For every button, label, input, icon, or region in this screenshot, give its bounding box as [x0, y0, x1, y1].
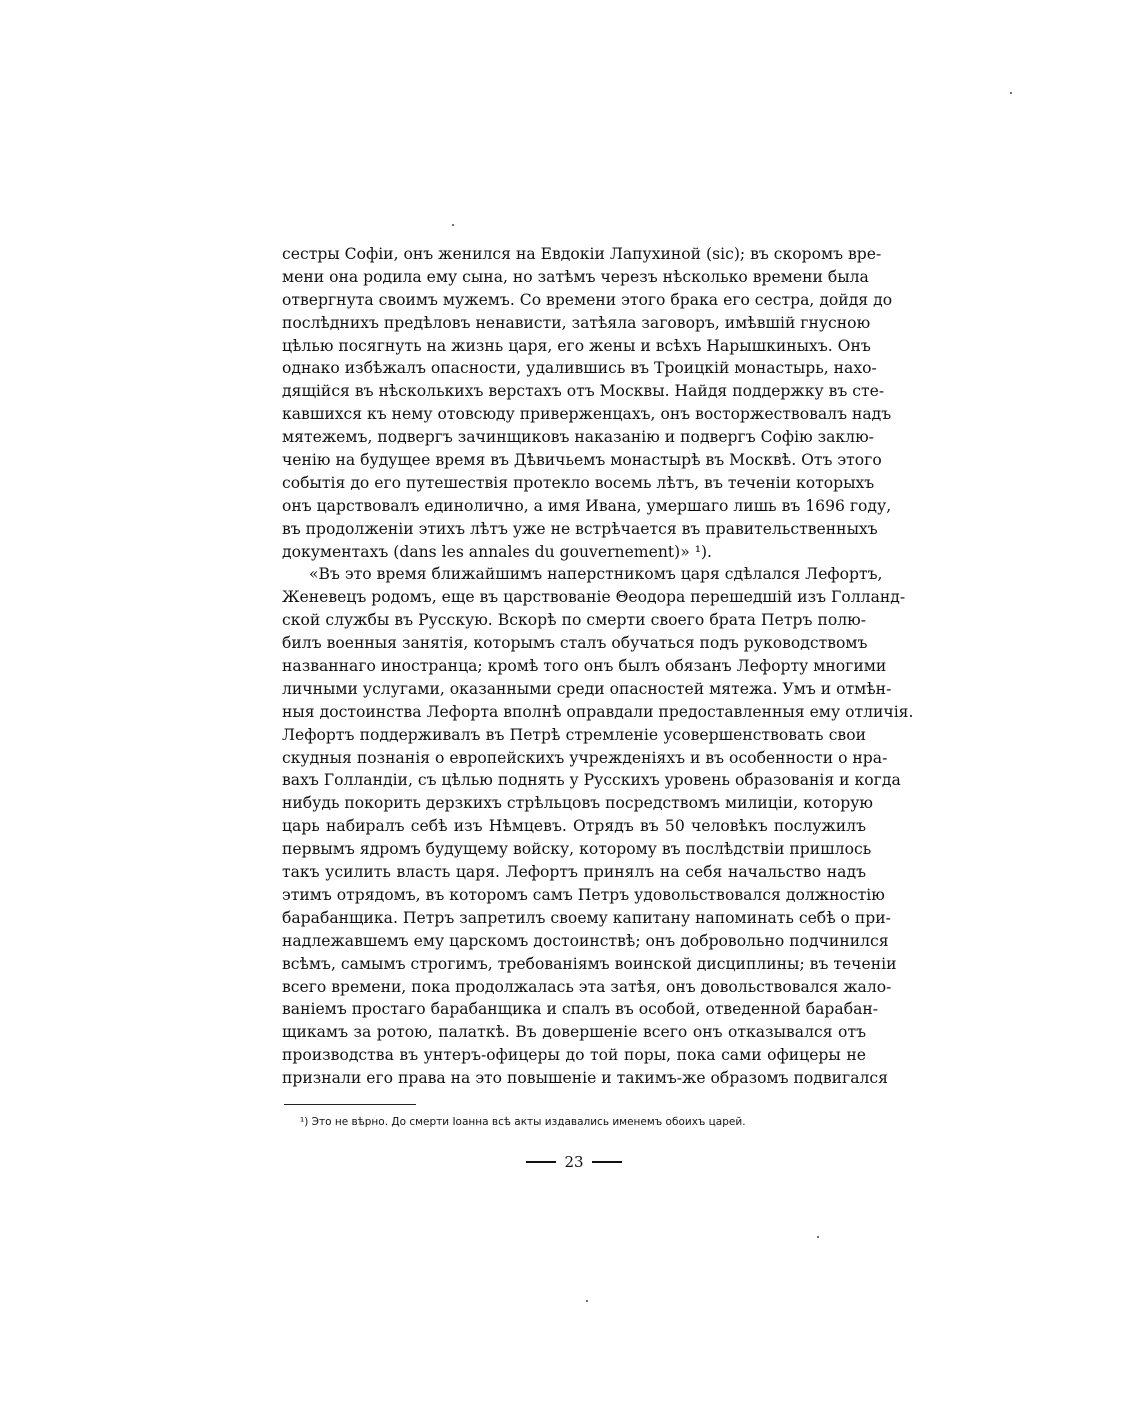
- text-line: событія до его путешествія протекло восемь лѣтъ, въ теченіи которыхъ: [282, 473, 875, 492]
- text-line: надлежавшемъ ему царскомъ достоинствѣ; онъ добровольно подчинился: [282, 931, 889, 950]
- text-line: билъ военныя занятія, которымъ сталъ обучаться подъ руководствомъ: [282, 634, 868, 653]
- text-line: дящійся въ нѣсколькихъ верстахъ отъ Москвы. Найдя поддержку въ сте-: [282, 382, 885, 401]
- text-line: царь набиралъ себѣ изъ Нѣмцевъ. Отрядъ въ 50 человѣкъ послужилъ: [282, 817, 866, 836]
- text-line: этимъ отрядомъ, въ которомъ самъ Петръ удовольствовался должностію: [282, 885, 885, 904]
- text-line: «Въ это время ближайшимъ наперстникомъ царя сдѣлался Лефортъ,: [309, 565, 883, 584]
- text-line: Женевецъ родомъ, еще въ царствованіе Θеодора перешедшій изъ Голланд-: [282, 588, 906, 607]
- text-line: въ продолженіи этихъ лѣтъ уже не встрѣчается въ правительственныхъ: [282, 519, 878, 538]
- text-line: отвергнута своимъ мужемъ. Со времени этого брака его сестра, дойдя до: [282, 290, 893, 309]
- text-line: всѣмъ, самымъ строгимъ, требованіямъ воинской дисциплины; въ теченіи: [282, 954, 897, 973]
- text-line: первымъ ядромъ будущему войску, которому въ послѣдствіи пришлось: [282, 840, 872, 859]
- main-text: [282, 243, 914, 1090]
- text-line: цѣлью посягнуть на жизнь царя, его жены и всѣхъ Нарышкиныхъ. Онъ: [282, 336, 871, 355]
- footnote: ¹) Это не вѣрно. До смерти Іоанна всѣ акты издавались именемъ обоихъ царей.: [300, 1116, 746, 1128]
- text-line: ныя достоинства Лефорта вполнѣ оправдали предоставленныя ему отличія.: [282, 702, 914, 721]
- text-line: кавшихся къ нему отовсюду приверженцахъ, онъ восторжествовалъ надъ: [282, 405, 892, 424]
- text-line: признали его права на это повышеніе и такимъ-же образомъ подвигался: [282, 1069, 889, 1088]
- text-line: ченію на будущее время въ Дѣвичьемъ монастырѣ въ Москвѣ. Отъ этого: [282, 451, 882, 470]
- page-number: 23: [564, 1153, 584, 1171]
- text-line: мени она родила ему сына, но затѣмъ черезъ нѣсколько времени была: [282, 267, 869, 286]
- text-line: однако избѣжалъ опасности, удалившись въ Троицкій монастырь, нахо-: [282, 359, 877, 378]
- text-line: названнаго иностранца; кромѣ того онъ былъ обязанъ Лефорту многими: [282, 657, 887, 676]
- text-line: онъ царствовалъ единолично, а имя Ивана, умершаго лишь въ 1696 году,: [282, 496, 892, 515]
- paragraph-2: [282, 563, 914, 1089]
- scan-speck: [452, 224, 454, 226]
- text-line: сестры Софіи, онъ женился на Евдокіи Лапухиной (sic); въ скоромъ вре-: [282, 245, 882, 263]
- scan-speck: [586, 1300, 588, 1302]
- scan-speck: [1010, 92, 1012, 94]
- scan-speck: [817, 1236, 819, 1238]
- paragraph-1: [282, 243, 893, 563]
- text-line: документахъ (dans les annales du gouvernement)» ¹).: [282, 542, 713, 561]
- text-line: послѣднихъ предѣловъ ненависти, затѣяла заговоръ, имѣвшій гнусною: [282, 313, 871, 332]
- text-line: личными услугами, оказанными среди опасностей мятежа. Умъ и отмѣн-: [282, 679, 892, 698]
- text-line: мятежемъ, подвергъ зачинщиковъ наказанію и подвергъ Софію заклю-: [282, 428, 874, 447]
- text-line: барабанщика. Петръ запретилъ своему капитану напоминать себѣ о при-: [282, 908, 891, 927]
- page-number-dash-right: [592, 1161, 622, 1162]
- page-number-dash-left: [526, 1161, 556, 1162]
- text-line: такъ усилить власть царя. Лефортъ принялъ на себя начальство надъ: [282, 863, 866, 882]
- text-line: скудныя познанія о европейскихъ учрежденіяхъ и въ особенности о нра-: [282, 748, 888, 767]
- text-line: производства въ унтеръ-офицеры до той поры, пока сами офицеры не: [282, 1046, 866, 1065]
- text-line: Лефортъ поддерживалъ въ Петрѣ стремленіе усовершенствовать свои: [282, 725, 866, 744]
- text-line: щикамъ за ротою, палаткѣ. Въ довершеніе всего онъ отказывался отъ: [282, 1023, 866, 1042]
- footnote-divider: [284, 1104, 416, 1105]
- text-line: ваніемъ простаго барабанщика и спалъ въ особой, отведенной барабан-: [282, 1000, 879, 1019]
- text-line: вахъ Голландіи, съ цѣлью поднять у Русскихъ уровень образованія и когда: [282, 771, 901, 790]
- text-line: ской службы въ Русскую. Вскорѣ по смерти своего брата Петръ полю-: [282, 611, 866, 630]
- text-line: нибудь покорить дерзкихъ стрѣльцовъ посредствомъ милиціи, которую: [282, 794, 873, 813]
- text-line: всего времени, пока продолжалась эта затѣя, онъ довольствовался жало-: [282, 977, 892, 996]
- page-number-block: [514, 1150, 634, 1174]
